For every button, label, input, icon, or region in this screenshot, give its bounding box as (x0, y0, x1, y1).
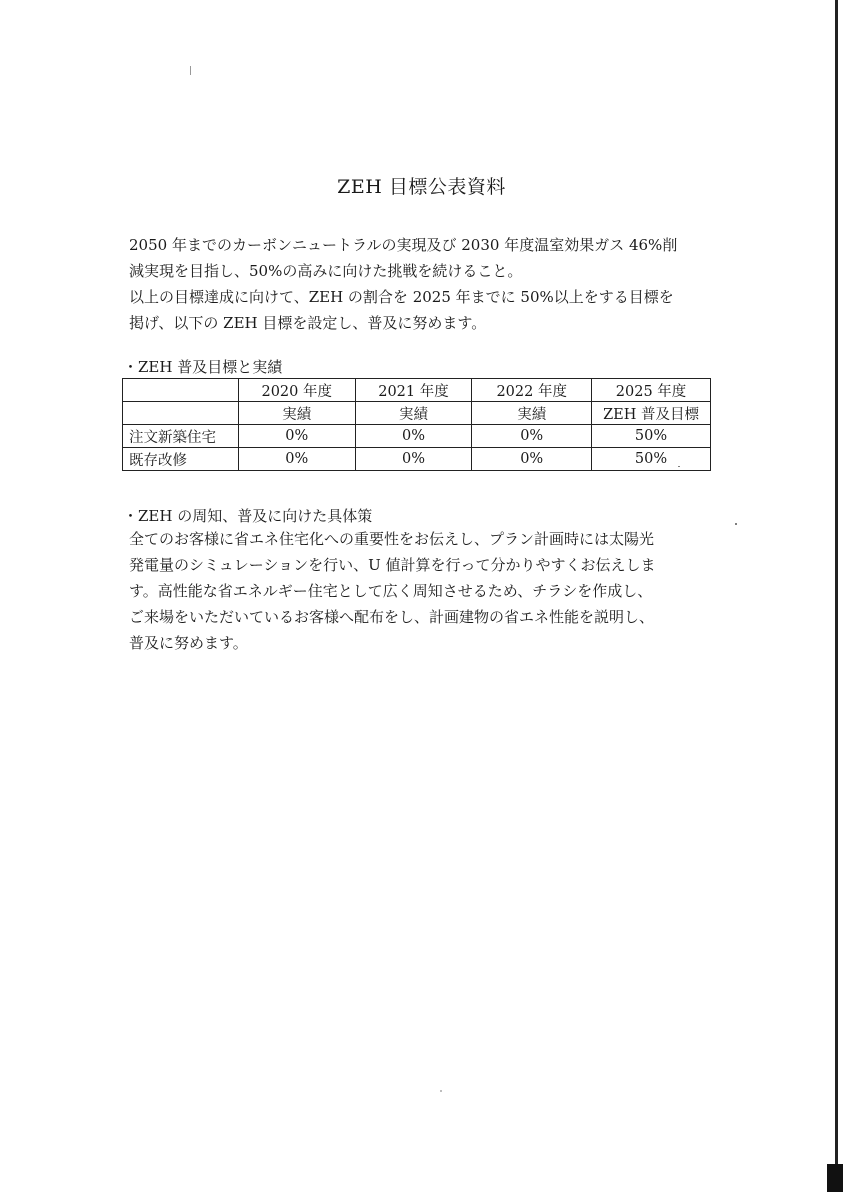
table-corner-cell (123, 402, 239, 425)
intro-line: 以上の目標達成に向けて、ZEH の割合を 2025 年までに 50%以上をする目標を (129, 288, 674, 306)
table-cell: 50% (592, 425, 711, 448)
table-row-label: 注文新築住宅 (123, 425, 239, 448)
table-row (123, 448, 711, 471)
table-year-header: 2021 年度 (355, 379, 472, 402)
table-kind-header: ZEH 普及目標 (592, 402, 711, 425)
intro-line: 掲げ、以下の ZEH 目標を設定し、普及に努めます。 (129, 314, 487, 332)
measures-line: 発電量のシミュレーションを行い、U 値計算を行って分かりやすくお伝えしま (129, 556, 656, 574)
scan-speck (190, 66, 191, 75)
measures-line: す。高性能な省エネルギー住宅として広く周知させるため、チラシを作成し、 (129, 582, 653, 600)
table-kind-header: 実績 (355, 402, 472, 425)
scan-speck (678, 466, 680, 467)
section-heading-targets: ・ZEH 普及目標と実績 (123, 358, 283, 376)
table-cell: 0% (238, 425, 355, 448)
zeh-target-table (122, 378, 711, 471)
intro-line: 減実現を目指し、50%の高みに向けた挑戦を続けること。 (129, 262, 523, 280)
table-year-header: 2025 年度 (592, 379, 711, 402)
table-cell: 0% (355, 425, 472, 448)
measures-line: 全てのお客様に省エネ住宅化への重要性をお伝えし、プラン計画時には太陽光 (129, 530, 655, 548)
table-year-header: 2020 年度 (238, 379, 355, 402)
scan-speck (735, 523, 737, 525)
table-year-header: 2022 年度 (472, 379, 592, 402)
measures-line: ご来場をいただいているお客様へ配布をし、計画建物の省エネ性能を説明し、 (129, 608, 655, 626)
table-kind-header: 実績 (472, 402, 592, 425)
table-row (123, 425, 711, 448)
intro-paragraph (129, 232, 714, 336)
table-cell: 0% (238, 448, 355, 471)
table-header-row-years (123, 379, 711, 402)
measures-line: 普及に努めます。 (129, 634, 248, 652)
table-cell: 0% (472, 425, 592, 448)
page-title: ZEH 目標公表資料 (337, 176, 506, 198)
intro-line: 2050 年までのカーボンニュートラルの実現及び 2030 年度温室効果ガス 46%削 (129, 236, 678, 254)
table-kind-header: 実績 (238, 402, 355, 425)
scan-speck (440, 1090, 442, 1092)
table-row-label: 既存改修 (123, 448, 239, 471)
table-header-row-kind (123, 402, 711, 425)
table-cell: 0% (355, 448, 472, 471)
table-corner-cell (123, 379, 239, 402)
section-heading-measures: ・ZEH の周知、普及に向けた具体策 (123, 507, 373, 525)
table-cell: 50% (592, 448, 711, 471)
table-cell: 0% (472, 448, 592, 471)
measures-paragraph (129, 526, 714, 656)
scan-edge-bottom (827, 1164, 843, 1192)
